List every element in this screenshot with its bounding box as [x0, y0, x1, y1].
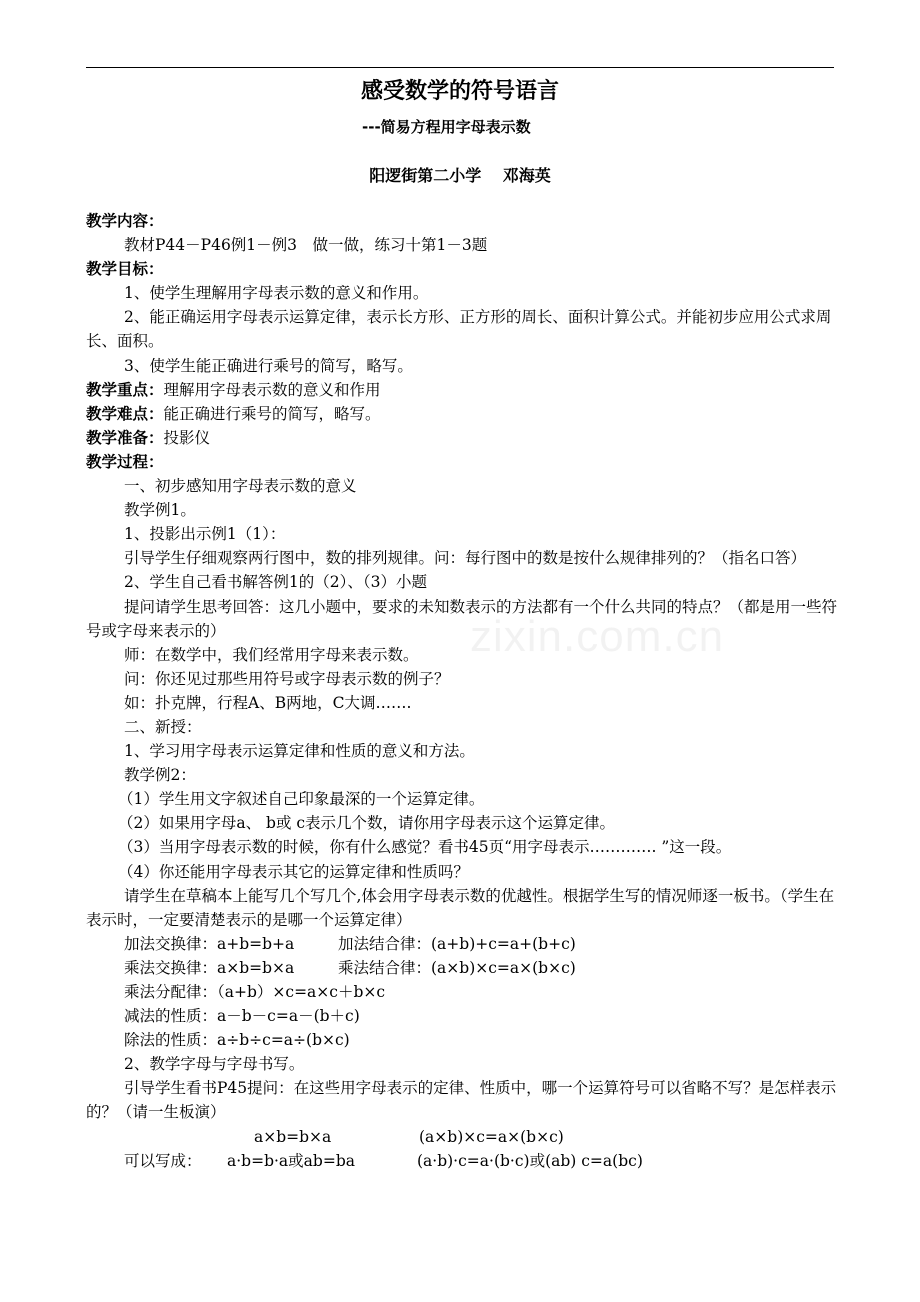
equation-line-2	[86, 1149, 838, 1173]
law-line-1	[86, 932, 838, 956]
process-p9: 如：扑克牌，行程A、B两地，C大调…….	[124, 693, 412, 712]
write-label: 可以写成：	[124, 1151, 202, 1170]
content-text: 教材P44－P46例1－例3 做一做，练习十第1－3题	[124, 236, 488, 255]
process-p13: （1）学生用文字叙述自己印象最深的一个运算定律。	[118, 790, 485, 809]
process-p3: 1、投影出示例1（1）：	[124, 525, 286, 544]
difficulty-label: 教学难点：	[86, 404, 164, 423]
focus-line	[86, 378, 838, 402]
law-division: 除法的性质：a÷b÷c=a÷(b×c)	[124, 1031, 350, 1050]
law-mul-associative: 乘法结合律：(a×b)×c=a×(b×c)	[338, 958, 576, 977]
goal-2: 2、能正确运用字母表示运算定律，表示长方形、正方形的周长、面积计算公式。并能初步应用公式求周长、面积。	[86, 308, 832, 351]
process-p8: 问：你还见过那些用符号或字母表示数的例子？	[124, 669, 450, 688]
process-p4: 引导学生仔细观察两行图中，数的排列规律。问：每行图中的数是按什么规律排列的？（指名口答）	[124, 549, 807, 568]
law-subtraction: 减法的性质：a－b－c=a－(b＋c)	[124, 1007, 360, 1026]
process-p17: 请学生在草稿本上能写几个写几个,体会用字母表示数的优越性。根据学生写的情况师逐一板书。（学生在表示时，一定要清楚表示的是哪一个运算定律）	[86, 886, 835, 929]
process-p14: （2）如果用字母a、 b或 c表示几个数，请你用字母表示这个运算定律。	[118, 814, 616, 833]
process-p5: 2、学生自己看书解答例1的（2）、（3）小题	[124, 573, 427, 592]
equation-2b: (a·b)·c=a·(b·c)或(ab) c=a(bc)	[417, 1151, 643, 1170]
process-p19: 引导学生看书P45提问：在这些用字母表示的定律、性质中，哪一个运算符号可以省略不写？是怎样表示的？（请一生板演）	[86, 1079, 837, 1122]
header-rule	[86, 67, 834, 68]
goals-label: 教学目标：	[86, 260, 164, 279]
content-label: 教学内容：	[86, 212, 164, 230]
process-p18: 2、教学字母与字母书写。	[124, 1055, 305, 1074]
law-mul-commutative: 乘法交换律：a×b=b×a	[124, 958, 295, 977]
equation-line-1	[86, 1125, 838, 1149]
goal-3: 3、使学生能正确进行乘号的简写，略写。	[124, 356, 413, 375]
page-subtitle: ---简易方程用字母表示数	[362, 118, 531, 136]
difficulty-text: 能正确进行乘号的简写，略写。	[163, 404, 381, 423]
goal-1: 1、使学生理解用字母表示数的意义和作用。	[124, 284, 429, 303]
difficulty-line	[86, 402, 838, 426]
equation-2a: a·b=b·a或ab=ba	[227, 1151, 355, 1170]
process-p2: 教学例1。	[124, 501, 196, 520]
law-add-associative: 加法结合律：(a+b)+c=a+(b+c)	[338, 934, 576, 953]
prep-text: 投影仪	[163, 428, 211, 447]
process-p16: （4）你还能用字母表示其它的运算定律和性质吗？	[118, 862, 469, 881]
process-p6: 提问请学生思考回答：这几小题中，要求的未知数表示的方法都有一个什么共同的特点？（都是用一些符号或字母来表示的）	[86, 597, 838, 640]
prep-label: 教学准备：	[86, 428, 164, 447]
prep-line	[86, 426, 838, 450]
process-p1: 一、初步感知用字母表示数的意义	[124, 477, 357, 496]
process-p7: 师：在数学中，我们经常用字母来表示数。	[124, 645, 419, 664]
process-p10: 二、新授：	[124, 717, 202, 736]
process-p15: （3）当用字母表示数的时候，你有什么感觉？看书45页“用字母表示…………. ”这一段。	[118, 838, 732, 857]
law-mul-distributive: 乘法分配律：（a+b）×c=a×c＋b×c	[124, 983, 386, 1001]
equation-1a: a×b=b×a	[254, 1127, 332, 1146]
document-body	[86, 209, 838, 1173]
law-line-2	[86, 956, 838, 980]
author-line: 阳逻街第二小学 邓海英	[369, 166, 551, 185]
process-p11: 1、学习用字母表示运算定律和性质的意义和方法。	[124, 742, 475, 761]
process-label: 教学过程：	[86, 452, 164, 471]
page-title: 感受数学的符号语言	[360, 79, 559, 104]
law-add-commutative: 加法交换律：a+b=b+a	[124, 934, 295, 953]
focus-label: 教学重点：	[86, 380, 164, 399]
focus-text: 理解用字母表示数的意义和作用	[163, 380, 381, 399]
watermark: zixin.com.cn	[470, 612, 725, 661]
equation-1b: (a×b)×c=a×(b×c)	[419, 1127, 564, 1146]
process-p12: 教学例2：	[124, 766, 196, 785]
